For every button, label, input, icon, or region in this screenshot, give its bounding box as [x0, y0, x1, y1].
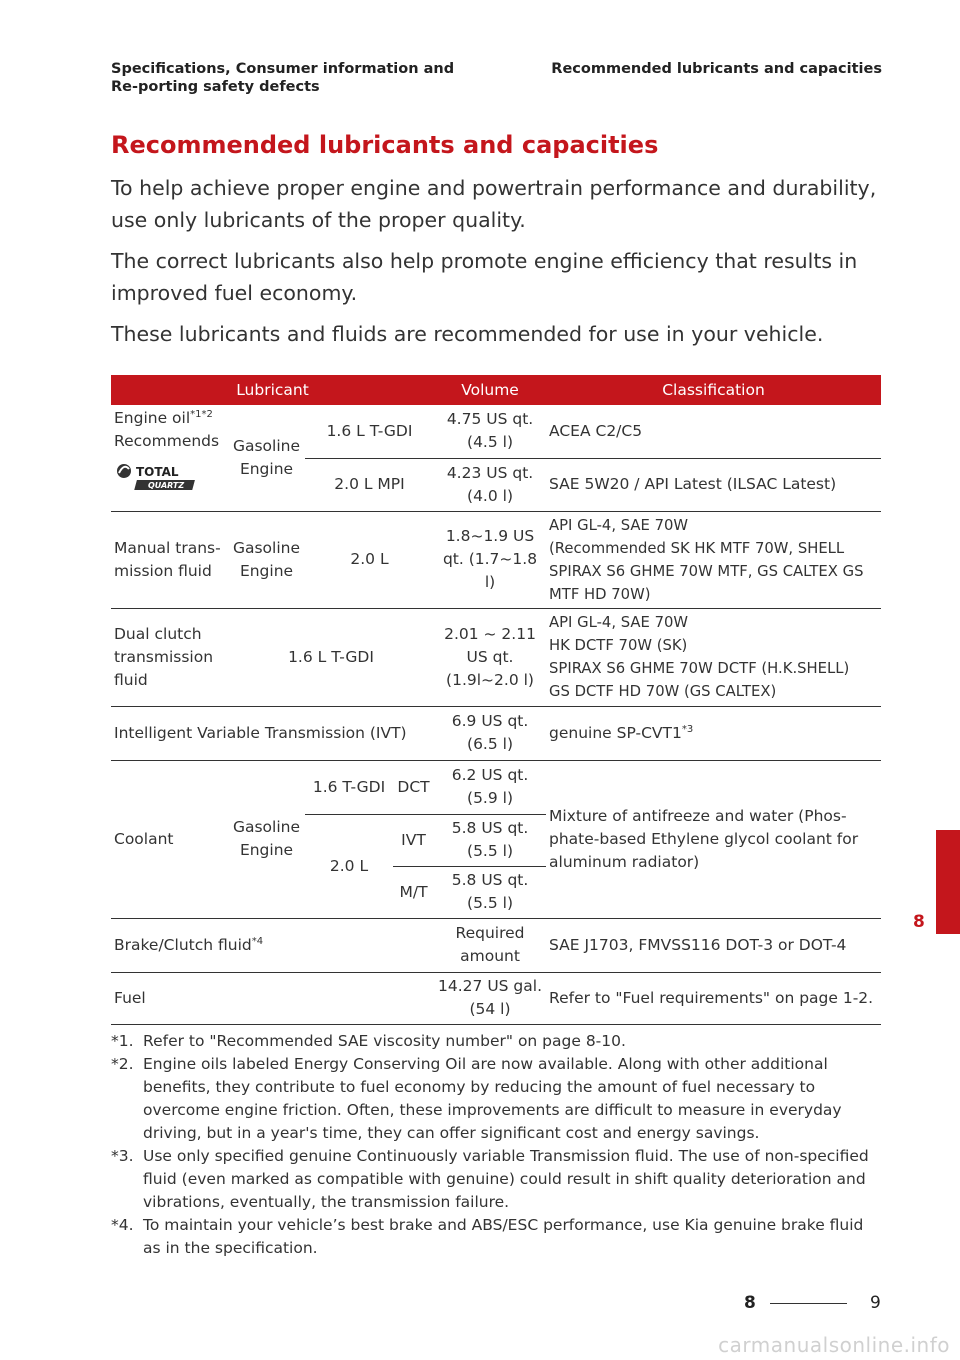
dct-engine: 1.6 L T-GDI — [228, 608, 434, 706]
coolant-classification: Mixture of antifreeze and water (Phos-phate-based Ethylene glycol coolant for aluminum radiator) — [546, 760, 881, 918]
brake-volume: Required amount — [434, 918, 546, 972]
footnote-ref: *4 — [251, 935, 264, 947]
fuel-label: Fuel — [111, 972, 434, 1024]
dct-volume-line: US qt. — [466, 647, 514, 666]
header-classification: Classification — [546, 375, 881, 405]
classification-line: MTF HD 70W) — [549, 585, 651, 603]
engine-oil-engine-type: Gasoline Engine — [228, 405, 305, 511]
footnotes — [111, 1030, 883, 1260]
footer-page-number: 9 — [870, 1293, 881, 1313]
coolant-trans: IVT — [393, 814, 434, 866]
classification-line: API GL-4, SAE 70W — [549, 614, 689, 631]
engine-oil-classification: SAE 5W20 / API Latest (ILSAC Latest) — [546, 458, 881, 511]
header-section-title: Specifications, Consumer information and Re-porting safety defects — [111, 61, 455, 95]
logo-word-total: TOTAL — [136, 465, 179, 479]
engine-oil-volume: 4.75 US qt. (4.5 l) — [434, 405, 546, 458]
table-row — [111, 706, 881, 760]
fuel-classification: Refer to "Fuel requirements" on page 1-2. — [546, 972, 881, 1024]
dct-classification — [546, 608, 881, 706]
chapter-tab — [936, 830, 960, 934]
footnote-ref: *1*2 — [190, 408, 213, 420]
intro-paragraph: The correct lubricants also help promote engine efficiency that results in improved fuel economy. — [111, 249, 858, 305]
ivt-classification-cell — [546, 706, 881, 760]
brake-classification: SAE J1703, FMVSS116 DOT-3 or DOT-4 — [546, 918, 881, 972]
brake-label-cell — [111, 918, 434, 972]
classification-line: SPIRAX S6 GHME 70W DCTF (H.K.SHELL) — [549, 660, 850, 677]
logo-word-quartz: QUARTZ — [148, 481, 185, 490]
fuel-volume: 14.27 US gal. (54 l) — [434, 972, 546, 1024]
coolant-engine: 1.6 T-GDI — [305, 760, 393, 814]
ivt-volume: 6.9 US qt. (6.5 l) — [434, 706, 546, 760]
footnote-text: Refer to "Recommended SAE viscosity number" on page 8-10. — [143, 1032, 626, 1050]
table-row — [111, 511, 881, 608]
watermark: carmanualsonline.info — [718, 1333, 950, 1357]
classification-line: API GL-4, SAE 70W — [549, 516, 689, 534]
engine-oil-engine: 1.6 L T-GDI — [305, 405, 434, 458]
engine-oil-classification: ACEA C2/C5 — [546, 405, 881, 458]
coolant-label: Coolant — [111, 760, 228, 918]
header-lubricant: Lubricant — [111, 375, 434, 405]
header-volume: Volume — [434, 375, 546, 405]
table-row — [111, 918, 881, 972]
dct-label: Dual clutch transmission fluid — [111, 608, 228, 706]
page-title: Recommended lubricants and capacities — [111, 131, 659, 159]
footnote-text: Use only specified genuine Continuously variable Transmission fluid. The use of non-specified fluid (even marked as compatible with genuine) could result in shift quality deterioration and vibrations, eventually, the transmission failure. — [143, 1147, 869, 1211]
footnote-number: *2. — [111, 1055, 134, 1073]
footnote-text: Engine oils labeled Energy Conserving Oil are now available. Along with other additional benefits, they contribute to fuel economy by reducing the amount of fuel necessary to overcome engine friction. Often, these improvements are difficult to measure in everyday driving, but in a year's time, they can offer significant cost and energy savings. — [143, 1055, 842, 1142]
dct-volume-line: 2.01 ~ 2.11 — [444, 624, 536, 643]
footnote-number: *4. — [111, 1216, 134, 1234]
chapter-tab-number: 8 — [913, 912, 925, 932]
footnote-number: *1. — [111, 1032, 134, 1050]
footnote — [111, 1145, 883, 1214]
total-quartz-logo — [114, 461, 204, 491]
engine-oil-label-cell — [111, 405, 228, 511]
footer-divider — [770, 1303, 847, 1304]
classification-line: GS DCTF HD 70W (GS CALTEX) — [549, 683, 777, 700]
header-page-topic: Recommended lubricants and capacities — [551, 61, 882, 77]
classification-line: (Recommended SK HK MTF 70W, SHELL — [549, 539, 845, 557]
manual-classification — [546, 511, 881, 608]
coolant-volume: 6.2 US qt. (5.9 l) — [434, 760, 546, 814]
engine-oil-label: Engine oil — [114, 409, 191, 427]
coolant-volume: 5.8 US qt. (5.5 l) — [434, 866, 546, 918]
coolant-engine: 2.0 L — [305, 814, 393, 918]
footnote-ref: *3 — [681, 723, 694, 735]
ivt-classification: genuine SP-CVT1 — [549, 723, 682, 742]
footnote — [111, 1214, 883, 1260]
table-row — [111, 972, 881, 1024]
footnote — [111, 1053, 883, 1145]
footnote-text: To maintain your vehicle’s best brake and ABS/ESC performance, use Kia genuine brake fluid as in the specification. — [143, 1216, 864, 1257]
table-row — [111, 760, 881, 814]
classification-line: HK DCTF 70W (SK) — [549, 637, 688, 654]
footnote — [111, 1030, 883, 1053]
brake-label: Brake/Clutch fluid — [114, 935, 252, 954]
dct-volume — [434, 608, 546, 706]
coolant-trans: M/T — [393, 866, 434, 918]
coolant-engine-type: Gasoline Engine — [228, 760, 305, 918]
classification-line: SPIRAX S6 GHME 70W MTF, GS CALTEX GS — [549, 562, 864, 580]
intro-text — [111, 172, 881, 359]
footnote-number: *3. — [111, 1147, 134, 1165]
engine-oil-engine: 2.0 L MPI — [305, 458, 434, 511]
manual-volume: 1.8~1.9 US qt. (1.7~1.8 l) — [434, 511, 546, 608]
manual-engine: 2.0 L — [305, 511, 434, 608]
coolant-volume: 5.8 US qt. (5.5 l) — [434, 814, 546, 866]
table-header-row — [111, 375, 881, 405]
engine-oil-recommends: Recommends — [114, 432, 220, 450]
manual-engine-type: Gasoline Engine — [228, 511, 305, 608]
table-row — [111, 608, 881, 706]
engine-oil-volume: 4.23 US qt. (4.0 l) — [434, 458, 546, 511]
manual-label: Manual trans-mission fluid — [111, 511, 228, 608]
intro-paragraph: To help achieve proper engine and powertrain performance and durability, use only lubricants of the proper quality. — [111, 176, 877, 232]
footer-chapter-number: 8 — [744, 1293, 756, 1313]
coolant-trans: DCT — [393, 760, 434, 814]
ivt-label: Intelligent Variable Transmission (IVT) — [111, 706, 434, 760]
intro-paragraph: These lubricants and fluids are recommended for use in your vehicle. — [111, 322, 824, 346]
table-row — [111, 405, 881, 458]
lubricants-table — [111, 375, 881, 1025]
dct-volume-line: (1.9l~2.0 l) — [446, 670, 534, 689]
